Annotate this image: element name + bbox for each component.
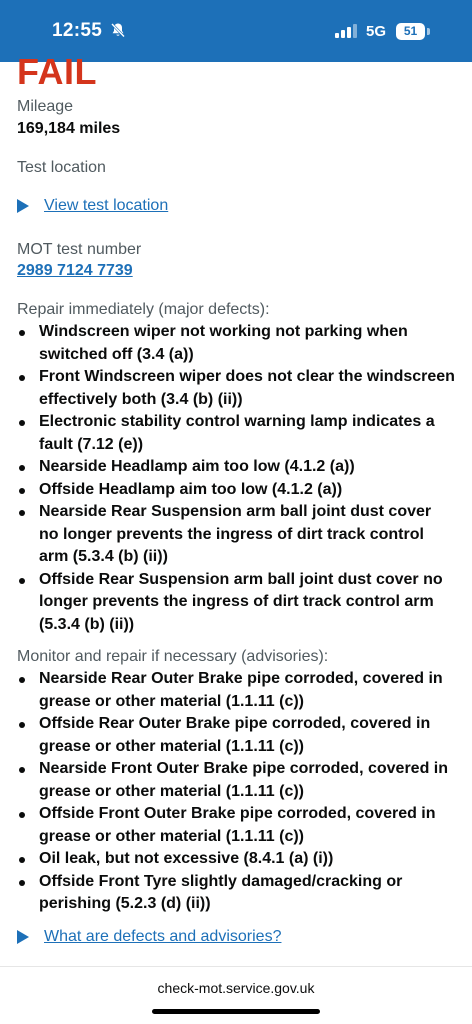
advisories-list xyxy=(17,668,455,916)
advisories-heading: Monitor and repair if necessary (advisories): xyxy=(17,648,329,665)
major-defects-heading: Repair immediately (major defects): xyxy=(17,301,270,318)
signal-icon xyxy=(335,24,357,38)
advisory-item: Offside Front Tyre slightly damaged/cracking or perishing (5.2.3 (d) (ii)) xyxy=(17,871,455,916)
view-test-location-toggle[interactable] xyxy=(17,195,168,217)
major-defect-item: Nearside Headlamp aim too low (4.1.2 (a)) xyxy=(17,456,455,479)
mot-test-number-label: MOT test number xyxy=(17,241,142,258)
major-defects-list xyxy=(17,321,455,636)
defects-advisories-help-toggle[interactable] xyxy=(17,926,281,948)
major-defect-item: Front Windscreen wiper does not clear the windscreen effectively both (3.4 (b) (ii)) xyxy=(17,366,455,411)
battery-level: 51 xyxy=(396,23,425,40)
network-label: 5G xyxy=(366,23,387,40)
major-defect-item: Nearside Rear Suspension arm ball joint dust cover no longer prevents the ingress of dirt track control arm (5.3.4 (b) (ii)) xyxy=(17,501,455,569)
defects-advisories-help-link[interactable]: What are defects and advisories? xyxy=(44,928,282,945)
mileage-value: 169,184 miles xyxy=(17,120,121,137)
url-text[interactable]: check-mot.service.gov.uk xyxy=(157,980,315,996)
advisory-item: Nearside Rear Outer Brake pipe corroded, covered in grease or other material (1.1.11 (c)) xyxy=(17,668,455,713)
battery-icon xyxy=(396,23,430,40)
major-defect-item: Windscreen wiper not working not parking when switched off (3.4 (a)) xyxy=(17,321,455,366)
mileage-label: Mileage xyxy=(17,98,74,115)
major-defect-item: Offside Headlamp aim too low (4.1.2 (a)) xyxy=(17,479,455,502)
major-defect-item: Offside Rear Suspension arm ball joint dust cover no longer prevents the ingress of dirt track control arm (5.3.4 (b) (ii)) xyxy=(17,569,455,637)
bell-slash-icon xyxy=(110,22,126,38)
result-status: FAIL xyxy=(17,51,97,92)
major-defect-item: Electronic stability control warning lamp indicates a fault (7.12 (e)) xyxy=(17,411,455,456)
mot-test-number-link[interactable]: 2989 7124 7739 xyxy=(17,262,133,279)
triangle-right-icon xyxy=(17,199,29,213)
advisory-item: Oil leak, but not excessive (8.4.1 (a) (i)) xyxy=(17,848,455,871)
advisory-item: Offside Front Outer Brake pipe corroded, covered in grease or other material (1.1.11 (c)) xyxy=(17,803,455,848)
view-test-location-link[interactable]: View test location xyxy=(44,197,169,214)
triangle-right-icon xyxy=(17,930,29,944)
advisory-item: Offside Rear Outer Brake pipe corroded, covered in grease or other material (1.1.11 (c)) xyxy=(17,713,455,758)
home-indicator[interactable] xyxy=(152,1009,320,1014)
advisory-item: Nearside Front Outer Brake pipe corroded, covered in grease or other material (1.1.11 (c)) xyxy=(17,758,455,803)
status-time: 12:55 xyxy=(52,20,103,41)
test-location-label: Test location xyxy=(17,159,106,176)
browser-address-bar[interactable] xyxy=(0,966,472,1024)
